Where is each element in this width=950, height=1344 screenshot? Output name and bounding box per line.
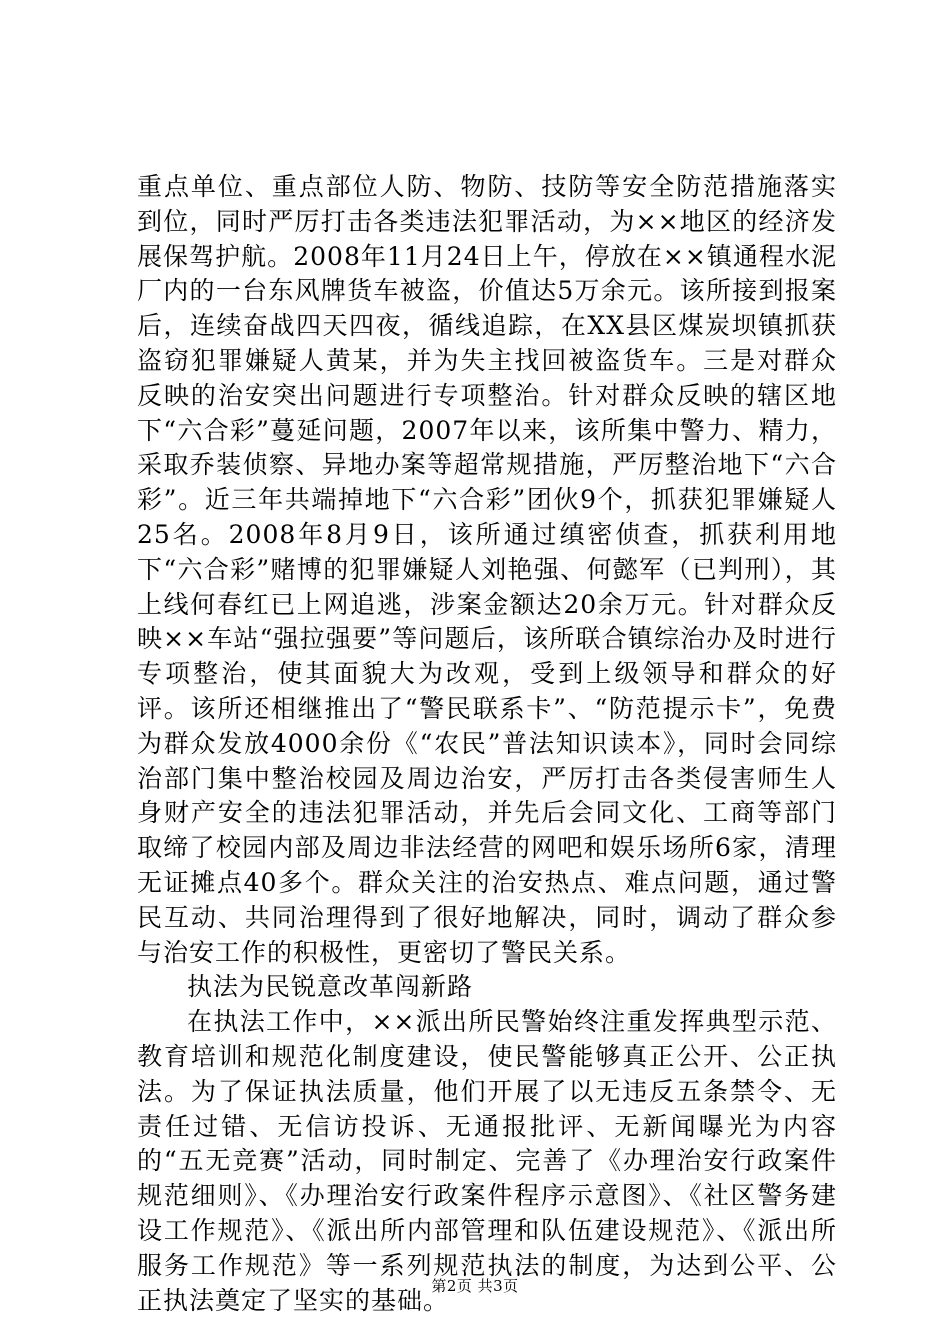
body-paragraph: 重点单位、重点部位人防、物防、技防等安全防范措施落实到位，同时严厉打击各类违法犯罪活动，为××地区的经济发展保驾护航。2008年11月24日上午，停放在××镇通程水泥厂内的一台东风牌货车被盗，价值达5万余元。该所接到报案后，连续奋战四天四夜，循线追踪，在XX县区煤炭坝镇抓获盗窃犯罪嫌疑人黄某，并为失主找回被盗货车。三是对群众反映的治安突出问题进行专项整治。针对群众反映的辖区地下“六合彩”蔓延问题，2007年以来，该所集中警力、精力，采取乔装侦察、异地办案等超常规措施，严厉整治地下“六合彩”。近三年共端掉地下“六合彩”团伙9个，抓获犯罪嫌疑人25名。2008年8月9日，该所通过缜密侦查，抓获利用地下“六合彩”赌博的犯罪嫌疑人刘艳强、何懿军（已判刑），其上线何春红已上网追逃，涉案金额达20余万元。针对群众反映××车站“强拉强要”等问题后，该所联合镇综治办及时进行专项整治，使其面貌大为改观，受到上级领导和群众的好评。该所还相继推出了“警民联系卡”、“防范提示卡”，免费为群众发放4000余份《“农民”普法知识读本》，同时会同综治部门集中整治校园及周边治安，严厉打击各类侵害师生人身财产安全的违法犯罪活动，并先后会同文化、工商等部门取缔了校园内部及周边非法经营的网吧和娱乐场所6家，清理无证摊点40多个。群众关注的治安热点、难点问题，通过警民互动、共同治理得到了很好地解决，同时，调动了群众参与治安工作的积极性，更密切了警民关系。 (137, 172, 837, 967)
body-paragraph: 在执法工作中，××派出所民警始终注重发挥典型示范、教育培训和规范化制度建设，使民警能够真正公开、公正执法。为了保证执法质量，他们开展了以无违反五条禁令、无责任过错、无信访投诉、无通报批评、无新闻曝光为内容的“五无竞赛”活动，同时制定、完善了《办理治安行政案件规范细则》、《办理治安行政案件程序示意图》、《社区警务建设工作规范》、《派出所内部管理和队伍建设规范》、《派出所服务工作规范》等一系列规范执法的制度，为达到公平、公正执法奠定了坚实的基础。 (137, 1007, 837, 1315)
document-body (137, 170, 837, 1318)
page-number: 第2页 共3页 (431, 1277, 519, 1295)
section-heading: 执法为民锐意改革闯新路 (187, 972, 474, 1002)
